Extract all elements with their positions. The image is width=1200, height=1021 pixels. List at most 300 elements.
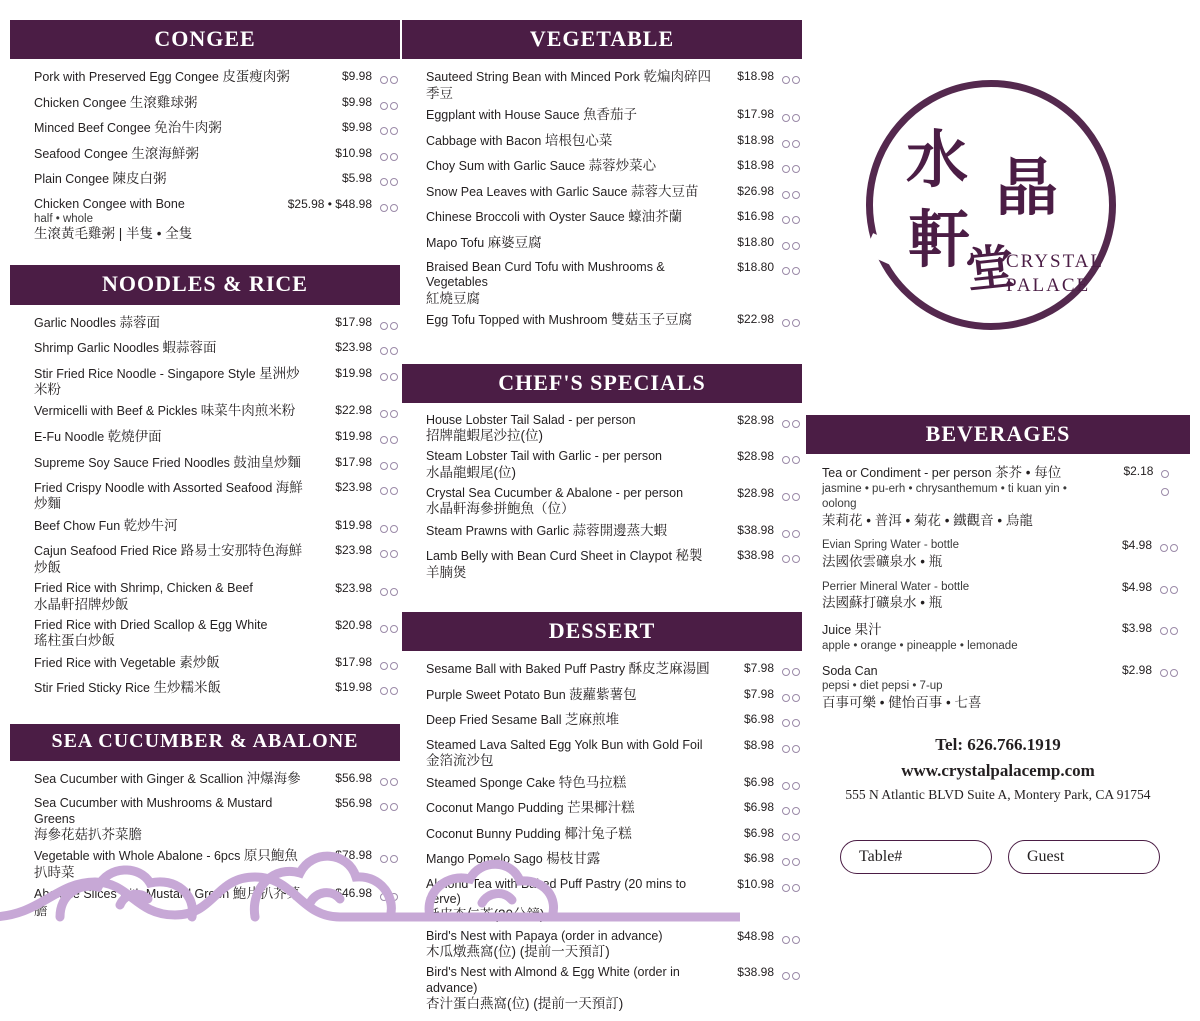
item-name-en: Evian Spring Water - bottle [822, 539, 959, 552]
item-name-cn: 麻婆豆腐 [487, 234, 542, 250]
item-name-en: Snow Pea Leaves with Garlic Sauce [426, 184, 628, 199]
item-name-cn: 招牌龍蝦尾沙拉(位) [426, 427, 543, 443]
order-circles[interactable] [780, 184, 800, 205]
item-price: $20.98 [335, 618, 372, 633]
item-name-cn: 星洲炒米粉 [34, 365, 300, 397]
section-header-sea-cucumber: SEA CUCUMBER & ABALONE [10, 724, 400, 761]
item-price: $9.98 [341, 69, 372, 84]
order-circles[interactable] [780, 69, 800, 90]
item-name-en: Tea or Condiment - per person [822, 466, 992, 481]
item-name-en: Stir Fried Rice Noodle - Singapore Style [34, 366, 256, 381]
item-price: $17.98 [737, 107, 774, 122]
chefs-specials-items [402, 403, 802, 591]
item-price: $28.98 [737, 412, 774, 427]
item-name-cn: 蒜蓉大豆苗 [630, 183, 699, 199]
order-circles[interactable] [1158, 538, 1178, 557]
website-url[interactable]: www.crystalpalacemp.com [901, 761, 1095, 780]
item-name-en: Bird's Nest with Almond & Egg White (order in advance) [426, 965, 680, 995]
menu-item [34, 315, 398, 336]
item-name-en: Mango Pomelo Sago [426, 852, 543, 867]
menu-item [426, 965, 800, 1012]
item-name-en: Crystal Sea Cucumber & Abalone - per person [426, 486, 684, 501]
table-number-field[interactable]: Table# [840, 840, 992, 874]
order-circles[interactable] [780, 800, 800, 821]
order-circles[interactable] [378, 146, 398, 167]
item-price: $46.98 [335, 886, 372, 901]
item-price: $5.98 [341, 171, 372, 186]
item-name-cn: 瑤柱蛋白炒飯 [34, 633, 115, 649]
item-name-cn: 味菜牛肉煎米粉 [200, 403, 296, 419]
middle-column [402, 20, 802, 1021]
item-name-cn: 芒果椰汁糕 [567, 800, 635, 816]
item-name-en: Shrimp Garlic Noodles [34, 341, 160, 356]
item-name-en: House Lobster Tail Salad - per person [426, 412, 636, 427]
guest-count-field[interactable]: Guest [1008, 840, 1160, 874]
menu-item [34, 796, 398, 843]
item-name-cn: 法國依雲礦泉水 • 瓶 [822, 554, 943, 569]
item-name-cn: 楊枝甘露 [546, 851, 601, 867]
order-circles[interactable] [780, 413, 800, 434]
order-circles[interactable] [378, 366, 398, 387]
order-circles[interactable] [378, 120, 398, 141]
item-price: $25.98 • $48.98 [287, 196, 372, 211]
beverages-block [806, 415, 1190, 726]
menu-item [426, 260, 800, 307]
brush-circle-icon [850, 64, 1132, 346]
item-price: $23.98 [335, 480, 372, 495]
logo-english-line2: PALACE [1006, 274, 1091, 296]
item-name-en: Perrier Mineral Water - bottle [822, 580, 970, 593]
menu-item [34, 95, 398, 116]
vegetable-items [402, 59, 802, 342]
item-price: $9.98 [341, 94, 372, 109]
item-price: $10.98 [737, 876, 774, 891]
menu-item [34, 655, 398, 676]
menu-item [34, 543, 398, 576]
item-price: $19.98 [335, 365, 372, 380]
order-circles[interactable] [780, 209, 800, 230]
order-circles[interactable] [378, 340, 398, 361]
section-header-noodles: NOODLES & RICE [10, 265, 400, 304]
item-name-cn: 陳皮白粥 [112, 171, 167, 187]
item-name-en: Purple Sweet Potato Bun [426, 687, 566, 702]
item-name-en: Deep Fried Sesame Ball [426, 713, 562, 728]
order-circles[interactable] [780, 133, 800, 154]
item-name-en: Steam Lobster Tail with Garlic - per person [426, 449, 662, 464]
menu-item [34, 886, 398, 919]
item-name-en: Sauteed String Bean with Minced Pork [426, 70, 641, 85]
menu-item [426, 133, 800, 154]
item-name-en: Coconut Bunny Pudding [426, 826, 561, 841]
order-circles[interactable] [1158, 621, 1178, 640]
item-name-cn: 菠蘿紫薯包 [569, 686, 637, 702]
order-circles[interactable] [780, 235, 800, 256]
menu-item [822, 464, 1178, 529]
item-price: $56.98 [335, 770, 372, 785]
restaurant-logo [846, 70, 1146, 370]
item-price: $2.18 [1123, 464, 1154, 479]
item-price: $28.98 [737, 449, 774, 464]
item-price: $18.80 [737, 260, 774, 275]
order-circles[interactable] [780, 523, 800, 544]
menu-item [34, 455, 398, 476]
item-name-cn: 酥皮杏仁茶(20分鐘) [426, 907, 545, 923]
item-name-cn: 紅燒豆腐 [426, 290, 480, 306]
item-name-cn: 特色马拉糕 [558, 774, 627, 790]
street-address: 555 N Atlantic BLVD Suite A, Montery Park, CA 91754 [845, 787, 1151, 802]
item-name-cn: 皮蛋瘦肉粥 [222, 69, 290, 85]
item-name-en: Chicken Congee with Bone [34, 196, 185, 211]
item-price: $56.98 [335, 796, 372, 811]
item-name-cn: 茶芥 • 每位 [995, 465, 1062, 481]
order-circles[interactable] [378, 480, 398, 501]
menu-item [426, 107, 800, 128]
section-header-dessert: DESSERT [402, 612, 802, 651]
item-name-cn: 金箔流沙包 [426, 753, 494, 769]
item-name-en: Braised Bean Curd Tofu with Mushrooms & Vegetables [426, 260, 665, 290]
order-circles[interactable] [780, 851, 800, 872]
order-circles[interactable] [1159, 464, 1178, 501]
item-price: $3.98 [1121, 621, 1152, 636]
item-name-en: Vermicelli with Beef & Pickles [34, 404, 198, 419]
item-price: $28.98 [737, 486, 774, 501]
item-name-en: Lamb Belly with Bean Curd Sheet in Claypot [426, 549, 672, 564]
item-price: $38.98 [737, 548, 774, 563]
menu-item [426, 687, 800, 708]
order-circles[interactable] [780, 775, 800, 796]
order-circles[interactable] [780, 158, 800, 179]
left-column [10, 20, 400, 928]
section-header-beverages: BEVERAGES [806, 415, 1190, 454]
item-name-cn: 蒜蓉炒菜心 [588, 158, 657, 174]
item-name-en: Almond Tea with Baked Puff Pastry (20 mins to serve) [426, 876, 687, 906]
order-circles[interactable] [780, 877, 800, 898]
item-price: $23.98 [335, 340, 372, 355]
item-price: $17.98 [335, 654, 372, 669]
item-name-cn: 秘製羊腩煲 [426, 548, 703, 580]
item-name-en: Steam Prawns with Garlic [426, 523, 570, 538]
item-price: $7.98 [743, 661, 774, 676]
menu-item [426, 712, 800, 733]
order-circles[interactable] [378, 771, 398, 792]
order-circles[interactable] [378, 618, 398, 639]
order-circles[interactable] [780, 712, 800, 733]
item-options: half • whole [34, 212, 94, 225]
order-circles[interactable] [780, 107, 800, 128]
item-name-en: Mapo Tofu [426, 235, 485, 250]
order-circles[interactable] [378, 655, 398, 676]
item-price: $9.98 [341, 120, 372, 135]
item-name-cn: 水晶軒海參拼鮑魚（位） [426, 501, 575, 517]
item-name-cn: 水晶軒招牌炒飯 [34, 596, 129, 612]
menu-item [34, 120, 398, 141]
item-name-en: Garlic Noodles [34, 315, 116, 330]
menu-item [34, 197, 398, 243]
item-price: $17.98 [335, 314, 372, 329]
item-name-en: Plain Congee [34, 172, 110, 187]
item-price: $23.98 [335, 581, 372, 596]
menu-item [426, 209, 800, 230]
noodles-items [10, 305, 400, 710]
contact-info [806, 735, 1190, 803]
item-price: $6.98 [743, 774, 774, 789]
logo-han-4: 堂 [963, 240, 1017, 299]
item-name-en: Supreme Soy Sauce Fried Noodles [34, 455, 230, 470]
item-name-cn: 免治牛肉粥 [154, 120, 222, 136]
item-price: $38.98 [737, 522, 774, 537]
order-circles[interactable] [378, 95, 398, 116]
order-circles[interactable] [780, 687, 800, 708]
item-name-cn: 杏汁蛋白燕窩(位) (提前一天預訂) [426, 995, 624, 1011]
item-price: $4.98 [1121, 579, 1152, 594]
order-circles[interactable] [780, 312, 800, 333]
logo-han-3: 軒 [908, 207, 971, 275]
order-circles[interactable] [378, 315, 398, 336]
item-name-en: Fried Rice with Vegetable [34, 655, 176, 670]
item-name-cn: 生炒糯米飯 [153, 680, 221, 696]
menu-item [426, 235, 800, 256]
order-circles[interactable] [378, 886, 398, 907]
item-name-en: Pork with Preserved Egg Congee [34, 70, 219, 85]
item-name-en: Chicken Congee [34, 95, 127, 110]
section-header-chefs-specials: CHEF'S SPECIALS [402, 364, 802, 403]
order-circles[interactable] [780, 661, 800, 682]
item-name-cn: 芝麻煎堆 [564, 712, 619, 728]
item-name-cn: 魚香茄子 [583, 107, 638, 123]
item-name-cn: 乾炒牛河 [123, 517, 178, 533]
order-circles[interactable] [780, 929, 800, 950]
menu-item [426, 929, 800, 961]
menu-item [822, 621, 1178, 653]
item-name-en: Stir Fried Sticky Rice [34, 681, 150, 696]
menu-item [426, 851, 800, 872]
item-price: $6.98 [743, 851, 774, 866]
item-name-cn: 水晶龍蝦尾(位) [426, 464, 516, 480]
menu-item [426, 486, 800, 518]
item-price: $22.98 [335, 403, 372, 418]
item-name-cn: 海鮮炒麵 [34, 480, 303, 512]
item-options-cn: 百事可樂 • 健怡百事 • 七喜 [822, 694, 982, 710]
item-name-cn: 法國蘇打礦泉水 • 瓶 [822, 595, 943, 611]
item-name-en: Eggplant with House Sauce [426, 108, 580, 123]
item-price: $18.98 [737, 132, 774, 147]
logo-han-1: 水 [906, 127, 969, 195]
item-name-cn: 海參花菇扒芥菜膽 [34, 826, 142, 842]
menu-item [426, 413, 800, 445]
menu-item [34, 848, 398, 881]
item-price: $22.98 [737, 312, 774, 327]
item-name-en: Egg Tofu Topped with Mushroom [426, 313, 608, 328]
beverages-items [806, 454, 1190, 726]
item-price: $18.80 [737, 234, 774, 249]
menu-item [34, 518, 398, 539]
item-price: $48.98 [737, 928, 774, 943]
order-circles[interactable] [378, 581, 398, 602]
item-name-cn: 鼓油皇炒麵 [233, 454, 301, 470]
menu-item [822, 663, 1178, 712]
item-price: $38.98 [737, 965, 774, 980]
item-name-cn: 蒜蓉面 [119, 314, 160, 330]
order-circles[interactable] [378, 69, 398, 90]
item-name-cn: 素炒飯 [179, 654, 220, 670]
menu-item [34, 171, 398, 192]
order-circles[interactable] [780, 449, 800, 470]
order-circles[interactable] [378, 543, 398, 564]
menu-item [34, 581, 398, 613]
order-circles[interactable] [378, 518, 398, 539]
item-name-en: Vegetable with Whole Abalone - 6pcs [34, 849, 241, 864]
item-name-cn: 椰汁兔子糕 [564, 825, 632, 841]
section-header-vegetable: VEGETABLE [402, 20, 802, 59]
order-circles[interactable] [780, 965, 800, 986]
item-price: $18.98 [737, 69, 774, 84]
logo-english [1006, 250, 1104, 298]
item-price: $8.98 [743, 737, 774, 752]
item-options: apple • orange • pineapple • lemonade [822, 639, 1018, 652]
item-name-cn: 生滾海鮮粥 [131, 145, 199, 161]
menu-item [426, 312, 800, 333]
order-circles[interactable] [378, 680, 398, 701]
item-name-cn: 生滾黃毛雞粥 | 半隻 • 全隻 [34, 225, 193, 241]
order-circles[interactable] [780, 738, 800, 759]
item-name-en: Beef Chow Fun [34, 518, 121, 533]
item-price: $2.98 [1121, 662, 1152, 677]
item-name-en: Sea Cucumber with Ginger & Scallion [34, 771, 244, 786]
menu-item [34, 771, 398, 792]
item-name-en: Minced Beef Congee [34, 121, 151, 136]
order-circles[interactable] [1158, 663, 1178, 682]
phone-number[interactable]: Tel: 626.766.1919 [935, 735, 1061, 754]
item-price: $10.98 [335, 145, 372, 160]
item-price: $19.98 [335, 680, 372, 695]
item-name-cn: 蝦蒜蓉面 [162, 340, 217, 356]
item-name-en: Chinese Broccoli with Oyster Sauce [426, 210, 625, 225]
item-name-cn: 生滾雞球粥 [129, 94, 198, 110]
item-name-cn: 蒜蓉開邊蒸大蝦 [572, 522, 668, 538]
item-price: $19.98 [335, 428, 372, 443]
item-name-en: E-Fu Noodle [34, 429, 105, 444]
order-circles[interactable] [780, 826, 800, 847]
menu-item [34, 618, 398, 650]
item-name-cn: 鮑片扒芥菜膽 [34, 886, 301, 918]
item-name-en: Choy Sum with Garlic Sauce [426, 159, 586, 174]
item-name-en: Cabbage with Bacon [426, 133, 542, 148]
item-name-en: Fried Rice with Dried Scallop & Egg White [34, 618, 268, 633]
order-circles[interactable] [780, 486, 800, 507]
item-price: $16.98 [737, 209, 774, 224]
item-name-cn: 乾煸肉碎四季豆 [426, 69, 711, 101]
logo-han-2: 晶 [996, 155, 1059, 223]
menu-item [426, 738, 800, 770]
item-name-cn: 路易士安那特色海鮮炒飯 [34, 543, 303, 575]
section-header-congee: CONGEE [10, 20, 400, 59]
item-price: $6.98 [743, 825, 774, 840]
item-price: $6.98 [743, 800, 774, 815]
item-name-en: Steamed Sponge Cake [426, 775, 556, 790]
order-circles[interactable] [378, 796, 398, 817]
menu-item [34, 680, 398, 701]
item-name-en: Abalone Slices with Mustard Green [34, 887, 230, 902]
dessert-items [402, 651, 802, 1021]
item-price: $4.98 [1121, 538, 1152, 553]
menu-item [34, 429, 398, 450]
item-name-cn: 蠔油芥蘭 [628, 209, 683, 225]
menu-item [426, 158, 800, 179]
menu-item [426, 69, 800, 102]
item-price: $6.98 [743, 712, 774, 727]
item-price: $78.98 [335, 848, 372, 863]
menu-item [426, 775, 800, 796]
item-price: $7.98 [743, 686, 774, 701]
menu-item [426, 826, 800, 847]
menu-item [426, 877, 800, 924]
menu-item [34, 403, 398, 424]
item-price: $19.98 [335, 517, 372, 532]
order-circles[interactable] [378, 403, 398, 424]
order-circles[interactable] [378, 848, 398, 869]
order-circles[interactable] [378, 197, 398, 218]
item-name-en: Soda Can [822, 663, 878, 678]
item-name-en: Fried Rice with Shrimp, Chicken & Beef [34, 581, 253, 596]
order-circles[interactable] [378, 171, 398, 192]
item-price: $26.98 [737, 183, 774, 198]
item-name-cn: 木瓜燉燕窩(位) (提前一天預訂) [426, 943, 610, 959]
item-name-cn: 果汁 [854, 622, 882, 638]
menu-item [426, 800, 800, 821]
item-price: $18.98 [737, 158, 774, 173]
menu-item [822, 580, 1178, 612]
order-circles[interactable] [1158, 580, 1178, 599]
item-name-en: Bird's Nest with Papaya (order in advance) [426, 928, 663, 943]
item-name-cn: 酥皮芝麻湯圓 [628, 661, 710, 677]
order-circles[interactable] [780, 548, 800, 569]
item-name-en: Fried Crispy Noodle with Assorted Seafood [34, 481, 273, 496]
menu-item [34, 340, 398, 361]
menu-item [426, 449, 800, 481]
menu-item [34, 69, 398, 90]
item-name-en: Sesame Ball with Baked Puff Pastry [426, 662, 626, 677]
menu-item [426, 184, 800, 205]
order-circles[interactable] [378, 455, 398, 476]
menu-item [822, 538, 1178, 570]
order-circles[interactable] [378, 429, 398, 450]
menu-item [34, 480, 398, 513]
item-name-cn: 雙菇玉子豆腐 [611, 312, 693, 328]
item-price: $23.98 [335, 543, 372, 558]
sea-cucumber-items [10, 761, 400, 928]
item-options: jasmine • pu-erh • chrysanthemum • ti kuan yin • oolong [822, 482, 1067, 510]
item-name-en: Coconut Mango Pudding [426, 801, 564, 816]
item-name-en: Cajun Seafood Fried Rice [34, 544, 178, 559]
item-name-en: Juice [822, 623, 852, 638]
item-name-en: Seafood Congee [34, 146, 128, 161]
congee-items [10, 59, 400, 251]
item-price: $17.98 [335, 454, 372, 469]
logo-english-line1: CRYSTAL [1006, 251, 1104, 272]
menu-item [426, 661, 800, 682]
menu-item [426, 523, 800, 544]
item-options: pepsi • diet pepsi • 7-up [822, 679, 943, 692]
item-name-cn: 乾燒伊面 [107, 428, 162, 444]
menu-item [426, 548, 800, 581]
menu-item [34, 366, 398, 399]
menu-item [34, 146, 398, 167]
order-fields [840, 840, 1160, 874]
item-options-cn: 茉莉花 • 普洱 • 菊花 • 鐵觀音 • 烏龍 [822, 512, 1033, 528]
item-name-cn: 沖爆海參 [246, 770, 301, 786]
order-circles[interactable] [780, 260, 800, 281]
item-name-cn: 培根包心菜 [544, 132, 613, 148]
